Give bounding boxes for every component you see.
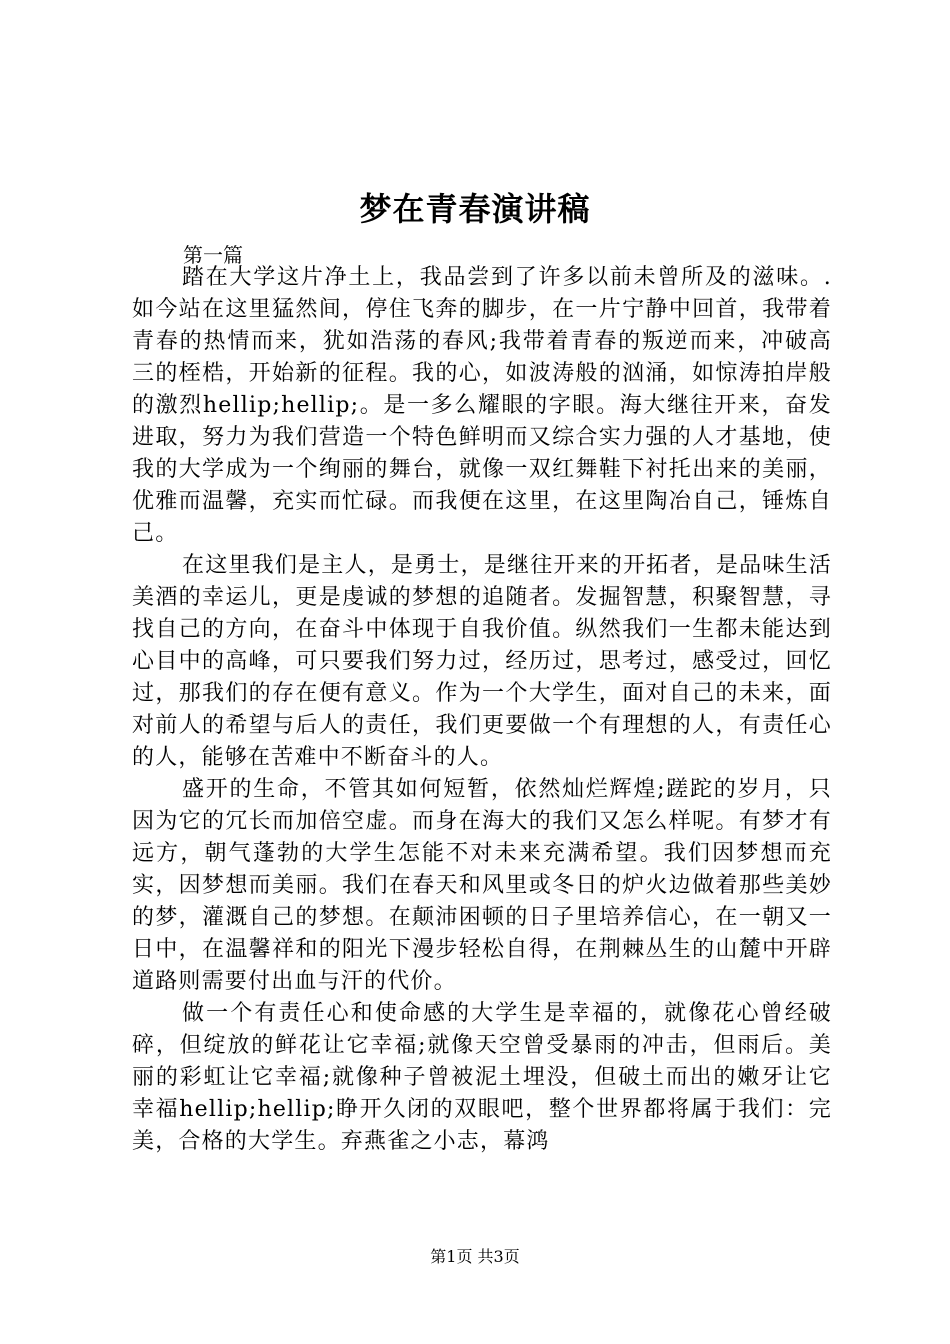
document-title: 梦在青春演讲稿 xyxy=(359,190,591,228)
page-footer: 第1页 共3页 xyxy=(430,1247,520,1266)
paragraph-1: 踏在大学这片净土上，我品尝到了许多以前未曾所及的滋味。.如今站在这里猛然间，停住飞奔的脚步，在一片宁静中回首，我带着青春的热情而来，犹如浩荡的春风;我带着青春的叛逆而来，冲破高三的桎梏，开始新的征程。我的心，如波涛般的汹涌，如惊涛拍岸般的激烈hellip;hellip;。是一多么耀眼的字眼。海大继往开来，奋发进取，努力为我们营造一个特色鲜明而又综合实力强的人才基地，使我的大学成为一个绚丽的舞台，就像一双红舞鞋下衬托出来的美丽，优雅而温馨，充实而忙碌。而我便在这里，在这里陶冶自己，锤炼自己。 xyxy=(132,265,832,546)
paragraph-2: 在这里我们是主人，是勇士，是继往开来的开拓者，是品味生活美酒的幸运儿，更是虔诚的梦想的追随者。发掘智慧，积聚智慧，寻找自己的方向，在奋斗中体现于自我价值。纵然我们一生都未能达到心目中的高峰，可只要我们努力过，经历过，思考过，感受过，回忆过，那我们的存在便有意义。作为一个大学生，面对自己的未来，面对前人的希望与后人的责任，我们更要做一个有理想的人，有责任心的人，能够在苦难中不断奋斗的人。 xyxy=(132,553,832,770)
paragraph-4: 做一个有责任心和使命感的大学生是幸福的，就像花心曾经破碎，但绽放的鲜花让它幸福;就像天空曾受暴雨的冲击，但雨后。美丽的彩虹让它幸福;就像种子曾被泥土埋没，但破土而出的嫩牙让它幸福hellip;hellip;睁开久闭的双眼吧，整个世界都将属于我们：完美，合格的大学生。弃燕雀之小志，幕鸿 xyxy=(132,1001,832,1154)
document-body xyxy=(132,262,832,1158)
section-heading: 第一篇 xyxy=(183,243,243,267)
paragraph-3: 盛开的生命，不管其如何短暂，依然灿烂辉煌;蹉跎的岁月，只因为它的冗长而加倍空虚。而身在海大的我们又怎么样呢。有梦才有远方，朝气蓬勃的大学生怎能不对未来充满希望。我们因梦想而充实，因梦想而美丽。我们在春天和风里或冬日的炉火边做着那些美妙的梦，灌溉自己的梦想。在颠沛困顿的日子里培养信心，在一朝又一日中，在温馨祥和的阳光下漫步轻松自得，在荆棘丛生的山麓中开辟道路则需要付出血与汗的代价。 xyxy=(132,777,832,994)
